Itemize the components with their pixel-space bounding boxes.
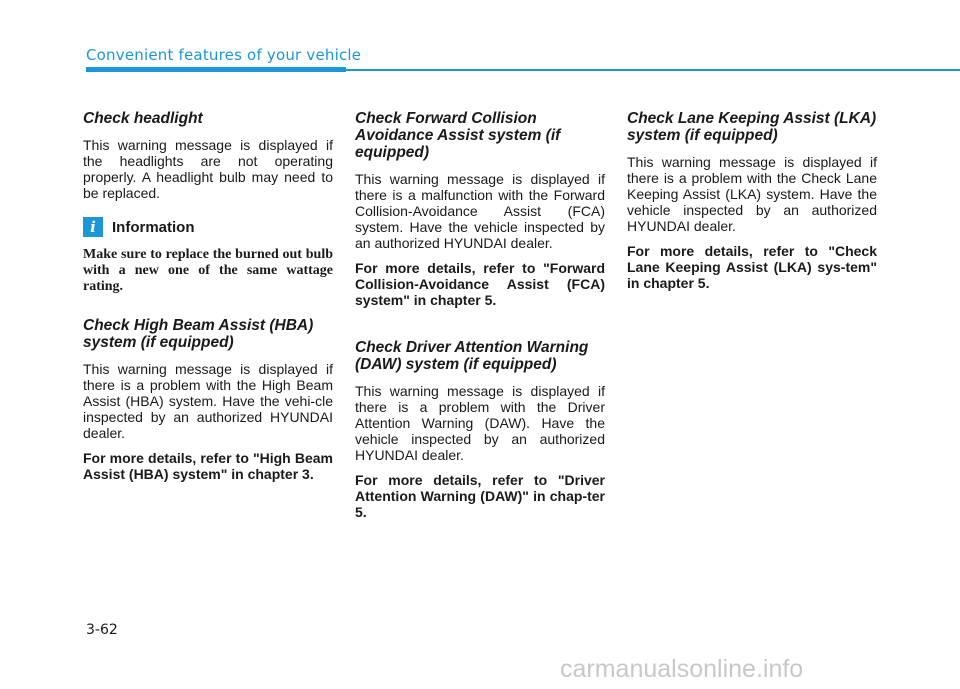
paragraph-check-lka: This warning message is displayed if there is a problem with the Check Lane Keeping Assist (LKA) system. Have the vehicle inspected by an authorized HYUNDAI dealer. (627, 154, 877, 234)
heading-check-fca: Check Forward Collision Avoidance Assist system (if equipped) (355, 110, 561, 161)
page-number: 3-62 (86, 622, 118, 638)
heading-check-hba: Check High Beam Assist (HBA) system (if equipped) (83, 317, 314, 351)
column-left (83, 110, 333, 491)
section-header-title: Convenient features of your vehicle (86, 46, 362, 64)
info-icon: i (83, 217, 103, 237)
column-middle (355, 110, 605, 529)
column-right (627, 110, 877, 300)
information-box-header (83, 217, 333, 237)
paragraph-check-daw: This warning message is displayed if there is a problem with the Driver Attention Warning (DAW). Have the vehicle inspected by an authorized HYUNDAI dealer. (355, 383, 605, 463)
watermark-text: carmanualsonline.info (560, 655, 804, 683)
reference-check-hba: For more details, refer to "High Beam Assist (HBA) system" in chapter 3. (83, 450, 333, 482)
paragraph-check-fca: This warning message is displayed if there is a malfunction with the Forward Collision-Avoidance Assist (FCA) system. Have the vehicle inspected by an authorized HYUNDAI dealer. (355, 171, 605, 251)
header-accent-bar (86, 67, 346, 72)
reference-check-fca: For more details, refer to "Forward Collision-Avoidance Assist (FCA) system" in chapter 5. (355, 260, 605, 308)
header-rule-line (346, 69, 960, 71)
paragraph-check-hba: This warning message is displayed if there is a problem with the High Beam Assist (HBA) system. Have the vehi-cle inspected by an authorized HYUNDAI dealer. (83, 361, 333, 441)
information-text: Make sure to replace the burned out bulb with a new one of the same wattage rating. (83, 247, 333, 294)
heading-check-daw: Check Driver Attention Warning (DAW) system (if equipped) (355, 339, 589, 373)
reference-check-lka: For more details, refer to "Check Lane Keeping Assist (LKA) sys-tem" in chapter 5. (627, 243, 877, 291)
information-title: Information (112, 218, 195, 236)
reference-check-daw: For more details, refer to "Driver Attention Warning (DAW)" in chap-ter 5. (355, 472, 605, 520)
paragraph-check-headlight: This warning message is displayed if the headlights are not operating properly. A headlight bulb may need to be replaced. (83, 137, 333, 201)
heading-check-headlight: Check headlight (83, 110, 203, 127)
heading-check-lka: Check Lane Keeping Assist (LKA) system (if equipped) (627, 110, 877, 144)
